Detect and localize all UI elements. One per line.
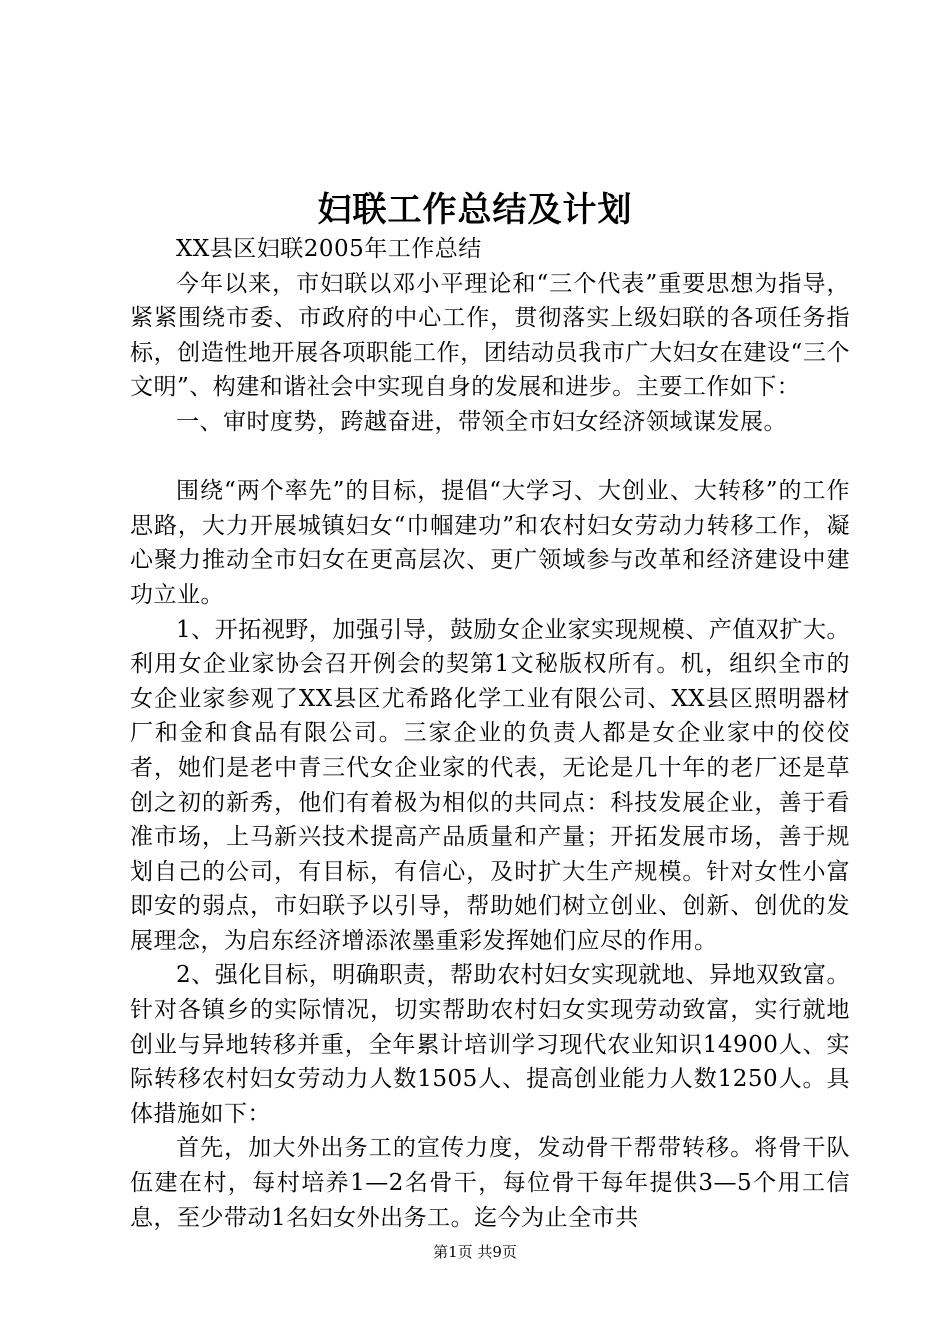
section-intro-paragraph: 围绕“两个率先”的目标，提倡“大学习、大创业、大转移”的工作思路，大力开展城镇妇女“巾帼建功”和农村妇女劳动力转移工作，凝心聚力推动全市妇女在更高层次、更广领域参与改革和经济建设中建功立业。 [130,478,850,608]
document-body [130,232,850,1235]
measures-paragraph: 首先，加大外出务工的宣传力度，发动骨干帮带转移。将骨干队伍建在村，每村培养1—2名骨干，每位骨干每年提供3—5个用工信息，至少带动1名妇女外出务工。迄今为止全市共 [130,1135,850,1231]
page-footer: 第1页 共9页 [433,1243,517,1261]
section-heading-paragraph: 一、审时度势，跨越奋进，带领全市妇女经济领域谋发展。 [176,408,787,435]
item-1-paragraph: 1、开拓视野，加强引导，鼓励女企业家实现规模、产值双扩大。利用女企业家协会召开例会的契第1文秘版权所有。机，组织全市的女企业家参观了XX县区尤希路化学工业有限公司、XX县区照明器材厂和金和食品有限公司。三家企业的负责人都是女企业家中的佼佼者，她们是老中青三代女企业家的代表，无论是几十年的老厂还是草创之初的新秀，他们有着极为相似的共同点：科技发展企业，善于看准市场，上马新兴技术提高产品质量和产量；开拓发展市场，善于规划自己的公司，有目标，有信心，及时扩大生产规模。针对女性小富即安的弱点，市妇联予以引导，帮助她们树立创业、创新、创优的发展理念，为启东经济增添浓墨重彩发挥她们应尽的作用。 [130,616,850,954]
intro-paragraph: 今年以来，市妇联以邓小平理论和“三个代表”重要思想为指导，紧紧围绕市委、市政府的中心工作，贯彻落实上级妇联的各项任务指标，创造性地开展各项职能工作，团结动员我市广大妇女在建设“三个文明”、构建和谐社会中实现自身的发展和进步。主要工作如下： [130,270,850,401]
item-2-paragraph: 2、强化目标，明确职责，帮助农村妇女实现就地、异地双致富。针对各镇乡的实际情况，切实帮助农村妇女实现劳动致富，实行就地创业与异地转移并重，全年累计培训学习现代农业知识14900人、实际转移农村妇女劳动力人数1505人、提高创业能力人数1250人。具体措施如下： [130,962,850,1127]
document-title: 妇联工作总结及计划 [317,190,633,230]
subtitle-paragraph: XX县区妇联2005年工作总结 [176,236,482,262]
